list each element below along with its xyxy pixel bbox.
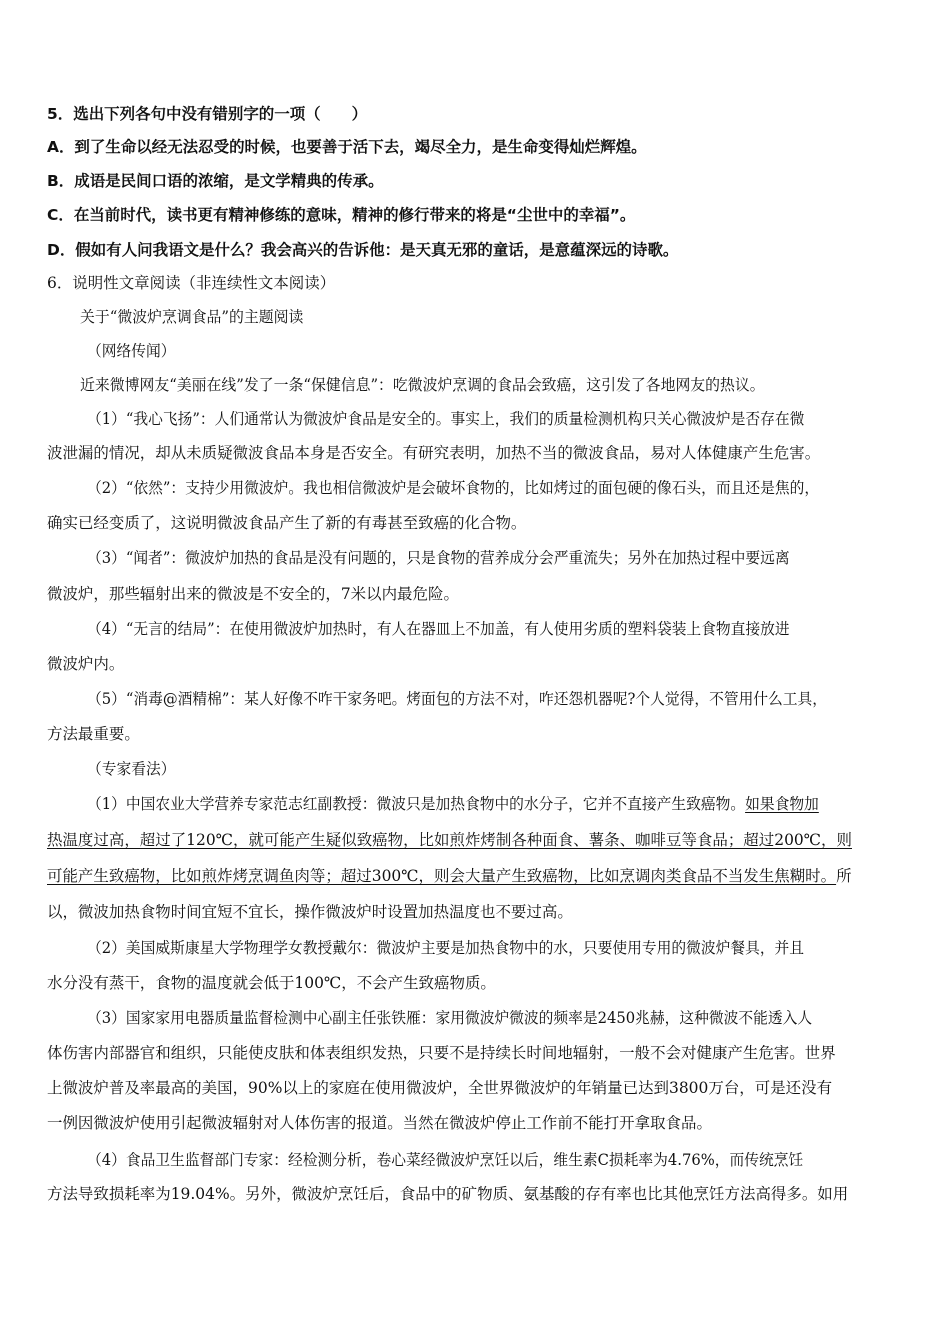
- expert1-line: （1）中国农业大学营养专家范志红副教授：微波只是加热食物中的水分子，它并不直接产生致癌物。如果食物加: [87, 795, 819, 813]
- expert3-line: 一例因微波炉使用引起微波辐射对人体伤害的报道。当然在微波炉停止工作前不能打开拿取食品。: [47, 1114, 712, 1132]
- expert3-line: （3）国家家用电器质量监督检测中心副主任张铁雁：家用微波炉微波的频率是2450兆赫，这种微波不能透入人: [87, 1009, 813, 1027]
- web-line: 确实已经变质了，这说明微波食品产生了新的有毒甚至致癌的化合物。: [47, 514, 527, 532]
- expert4-line: 方法导致损耗率为19.04%。另外，微波炉烹饪后，食品中的矿物质、氨基酸的存有率也比其他烹饪方法高得多。如用: [47, 1185, 849, 1203]
- q5-option-c: C．在当前时代，读书更有精神修练的意味，精神的修行带来的将是“尘世中的幸福”。: [47, 206, 636, 224]
- expert2-line: 水分没有蒸干，食物的温度就会低于100℃，不会产生致癌物质。: [47, 974, 496, 992]
- expert3-line: 体伤害内部器官和组织，只能使皮肤和体表组织发热，只要不是持续长时间地辐射，一般不会对健康产生危害。世界: [47, 1044, 836, 1062]
- expert3-line: 上微波炉普及率最高的美国，90%以上的家庭在使用微波炉，全世界微波炉的年销量已达到3800万台，可是还没有: [47, 1079, 833, 1097]
- web-line: 方法最重要。: [47, 725, 140, 743]
- underlined-text: 可能产生致癌物，比如煎炸烤烹调鱼肉等；超过300℃，则会大量产生致癌物，比如烹调肉类食品不当发生焦糊时。: [47, 867, 837, 885]
- web-line: 微波炉内。: [47, 655, 125, 673]
- q5-option-a: A．到了生命以经无法忍受的时候，也要善于活下去，竭尽全力，是生命变得灿烂辉煌。: [47, 138, 647, 156]
- web-line: （1）“我心飞扬”：人们通常认为微波炉食品是安全的。事实上，我们的质量检测机构只关心微波炉是否存在微: [87, 410, 805, 428]
- web-line: （3）“闻者”：微波炉加热的食品是没有问题的，只是食物的营养成分会严重流失；另外在加热过程中要远离: [87, 549, 790, 567]
- underlined-text: 热温度过高，超过了120℃，就可能产生疑似致癌物，比如煎炸烤制各种面食、薯条、咖啡豆等食品；超过200℃，则: [47, 831, 852, 849]
- q5-option-d: D．假如有人问我语文是什么？我会高兴的告诉他：是天真无邪的童话，是意蕴深远的诗歌。: [47, 241, 679, 259]
- web-line: （5）“消毒@酒精棉”：某人好像不咋干家务吧。烤面包的方法不对，咋还怨机器呢?个人觉得，不管用什么工具，: [87, 690, 828, 708]
- q6-stem: 6．说明性文章阅读（非连续性文本阅读）: [47, 274, 336, 292]
- q5-option-b: B．成语是民间口语的浓缩，是文学精典的传承。: [47, 172, 384, 190]
- web-line: 波泄漏的情况，却从未质疑微波食品本身是否安全。有研究表明，加热不当的微波食品，易对人体健康产生危害。: [47, 444, 821, 462]
- intro-paragraph: 近来微博网友“美丽在线”发了一条“保健信息”：吃微波炉烹调的食品会致癌，这引发了各地网友的热议。: [80, 376, 765, 394]
- underlined-text: 如果食物加: [745, 795, 819, 813]
- web-line: （4）“无言的结局”：在使用微波炉加热时，有人在器皿上不加盖，有人使用劣质的塑料袋装上食物直接放进: [87, 620, 790, 638]
- expert1-line: 以，微波加热食物时间宜短不宜长，操作微波炉时设置加热温度也不要过高。: [47, 903, 573, 921]
- q6-title: 关于“微波炉烹调食品”的主题阅读: [80, 308, 304, 326]
- expert4-line: （4）食品卫生监督部门专家：经检测分析，卷心菜经微波炉烹饪以后，维生素C损耗率为4.76%，而传统烹饪: [87, 1151, 804, 1169]
- web-line: （2）“依然”：支持少用微波炉。我也相信微波炉是会破坏食物的，比如烤过的面包硬的像石头，而且还是焦的，: [87, 479, 820, 497]
- expert1-line: 可能产生致癌物，比如煎炸烤烹调鱼肉等；超过300℃，则会大量产生致癌物，比如烹调肉类食品不当发生焦糊时。所: [47, 867, 852, 885]
- web-line: 微波炉，那些辐射出来的微波是不安全的，7米以内最危险。: [47, 585, 459, 603]
- q5-stem: 5．选出下列各句中没有错别字的一项（ ）: [47, 105, 368, 123]
- expert2-line: （2）美国威斯康星大学物理学女教授戴尔：微波炉主要是加热食物中的水，只要使用专用的微波炉餐具，并且: [87, 939, 805, 957]
- section-expert-heading: （专家看法）: [87, 760, 176, 778]
- expert1-line: [47, 830, 905, 850]
- section-web-heading: （网络传闻）: [87, 342, 176, 360]
